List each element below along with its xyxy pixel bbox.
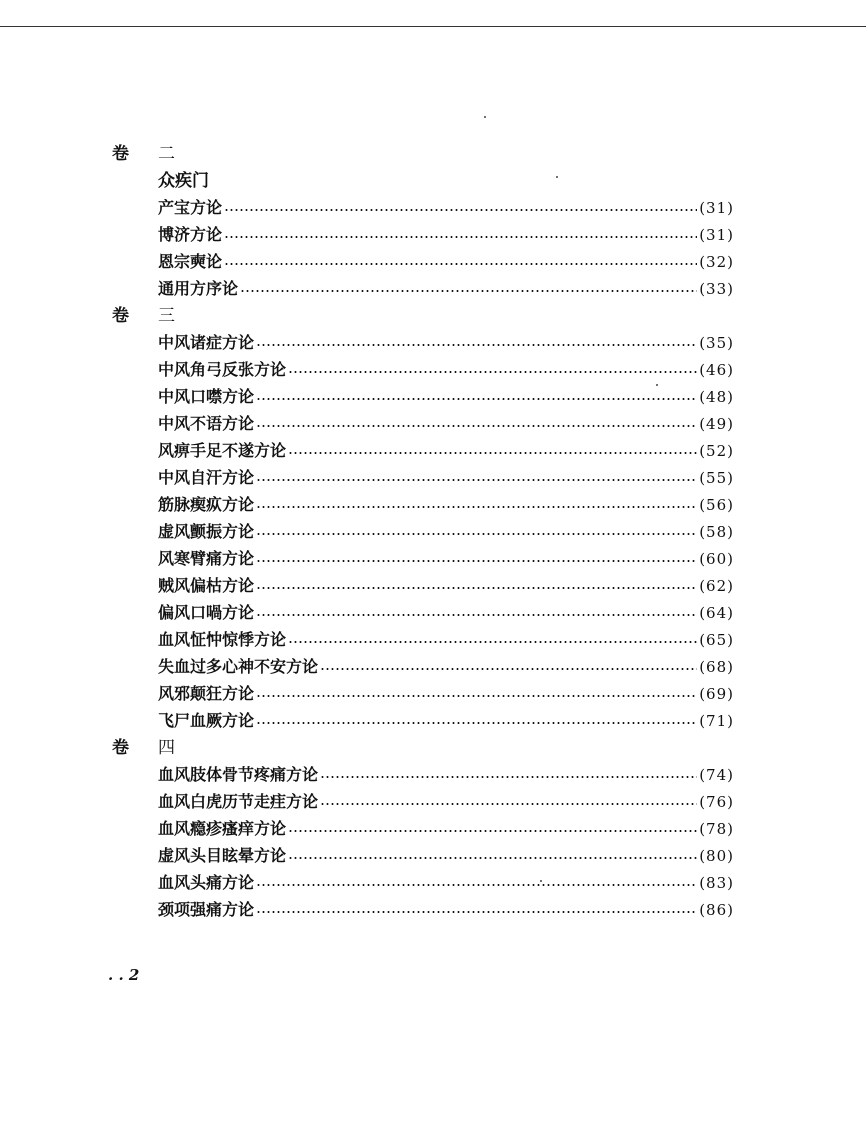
entry-page: (55) — [699, 469, 734, 487]
toc-entry[interactable] — [158, 277, 734, 301]
volume-heading — [112, 736, 175, 760]
dot-leader — [320, 776, 697, 778]
top-rule — [0, 26, 866, 27]
entry-page: (48) — [699, 388, 734, 406]
entry-page: (32) — [699, 253, 734, 271]
scan-speck — [556, 176, 558, 178]
dot-leader — [256, 560, 697, 562]
section-title: 众疾门 — [158, 171, 209, 191]
dot-leader — [240, 290, 697, 292]
entry-title: 颈项强痛方论 — [158, 900, 255, 919]
entry-page: (65) — [699, 631, 734, 649]
entry-title: 产宝方论 — [158, 198, 223, 217]
entry-title: 风寒臂痛方论 — [158, 549, 255, 568]
toc-entry[interactable] — [158, 871, 734, 895]
entry-page: (71) — [699, 712, 734, 730]
entry-title: 虚风头目眩晕方论 — [158, 846, 287, 865]
entry-page: (86) — [699, 901, 734, 919]
toc-entry[interactable] — [158, 790, 734, 814]
dot-leader — [288, 371, 697, 373]
dot-leader — [256, 479, 697, 481]
toc-entry[interactable] — [158, 655, 734, 679]
dot-leader — [256, 614, 697, 616]
toc-entry[interactable] — [158, 709, 734, 733]
scan-speck — [484, 116, 486, 118]
dot-leader — [256, 911, 697, 913]
dot-leader — [224, 209, 697, 211]
entry-page: (78) — [699, 820, 734, 838]
toc-entry[interactable] — [158, 385, 734, 409]
entry-title: 通用方序论 — [158, 279, 239, 298]
entry-title: 风邪颠狂方论 — [158, 684, 255, 703]
toc-entry[interactable] — [158, 358, 734, 382]
entry-page: (74) — [699, 766, 734, 784]
dot-leader — [288, 857, 697, 859]
entry-title: 虚风颤振方论 — [158, 522, 255, 541]
entry-title: 中风自汗方论 — [158, 468, 255, 487]
volume-number: 二 — [158, 144, 175, 164]
entry-page: (80) — [699, 847, 734, 865]
toc-entry[interactable] — [158, 547, 734, 571]
volume-number: 三 — [158, 306, 175, 326]
entry-page: (49) — [699, 415, 734, 433]
entry-page: (68) — [699, 658, 734, 676]
entry-page: (62) — [699, 577, 734, 595]
dot-leader — [256, 587, 697, 589]
entry-title: 失血过多心神不安方论 — [158, 657, 319, 676]
entry-title: 中风诸症方论 — [158, 333, 255, 352]
toc-entry[interactable] — [158, 574, 734, 598]
entry-page: (35) — [699, 334, 734, 352]
entry-title: 中风角弓反张方论 — [158, 360, 287, 379]
toc-entry[interactable] — [158, 439, 734, 463]
entry-page: (52) — [699, 442, 734, 460]
entry-title: 中风不语方论 — [158, 414, 255, 433]
toc-entry[interactable] — [158, 250, 734, 274]
entry-title: 恩宗奭论 — [158, 252, 223, 271]
entry-page: (56) — [699, 496, 734, 514]
entry-title: 风痹手足不遂方论 — [158, 441, 287, 460]
dot-leader — [224, 236, 697, 238]
entry-title: 中风口噤方论 — [158, 387, 255, 406]
toc-entry[interactable] — [158, 844, 734, 868]
entry-page: (46) — [699, 361, 734, 379]
dot-leader — [256, 344, 697, 346]
toc-entry[interactable] — [158, 898, 734, 922]
dot-leader — [224, 263, 697, 265]
dot-leader — [256, 884, 697, 886]
dot-leader — [256, 425, 697, 427]
entry-title: 贼风偏枯方论 — [158, 576, 255, 595]
entry-title: 血风头痛方论 — [158, 873, 255, 892]
entry-page: (64) — [699, 604, 734, 622]
toc-entry[interactable] — [158, 412, 734, 436]
entry-title: 博济方论 — [158, 225, 223, 244]
entry-title: 飞尸血厥方论 — [158, 711, 255, 730]
entry-page: (33) — [699, 280, 734, 298]
entry-page: (76) — [699, 793, 734, 811]
dot-leader — [288, 830, 697, 832]
dot-leader — [288, 641, 697, 643]
toc-entry[interactable] — [158, 493, 734, 517]
dot-leader — [320, 803, 697, 805]
entry-page: (31) — [699, 226, 734, 244]
entry-title: 血风瘾疹瘙痒方论 — [158, 819, 287, 838]
entry-page: (31) — [699, 199, 734, 217]
entry-title: 偏风口喎方论 — [158, 603, 255, 622]
dot-leader — [288, 452, 697, 454]
toc-entry[interactable] — [158, 682, 734, 706]
entry-page: (60) — [699, 550, 734, 568]
volume-label: 卷 — [112, 144, 129, 164]
dot-leader — [256, 506, 697, 508]
dot-leader — [256, 722, 697, 724]
volume-label: 卷 — [112, 306, 129, 326]
toc-entry[interactable] — [158, 817, 734, 841]
entry-title: 血风白虎历节走疰方论 — [158, 792, 319, 811]
entry-page: (69) — [699, 685, 734, 703]
entry-title: 血风肢体骨节疼痛方论 — [158, 765, 319, 784]
toc-entry[interactable] — [158, 520, 734, 544]
dot-leader — [256, 695, 697, 697]
toc-entry[interactable] — [158, 601, 734, 625]
volume-heading — [112, 304, 175, 328]
toc-entry[interactable] — [158, 223, 734, 247]
volume-heading — [112, 142, 175, 166]
toc-entry[interactable] — [158, 331, 734, 355]
dot-leader — [256, 398, 697, 400]
volume-label: 卷 — [112, 738, 129, 758]
toc-entry[interactable] — [158, 196, 734, 220]
entry-title: 血风怔忡惊悸方论 — [158, 630, 287, 649]
toc-entry[interactable] — [158, 763, 734, 787]
entry-page: (83) — [699, 874, 734, 892]
page-number: . . 2 — [108, 966, 140, 984]
volume-number: 四 — [158, 738, 175, 758]
toc-entry[interactable] — [158, 466, 734, 490]
dot-leader — [320, 668, 697, 670]
dot-leader — [256, 533, 697, 535]
entry-title: 筋脉瘈疭方论 — [158, 495, 255, 514]
toc-entry[interactable] — [158, 628, 734, 652]
entry-page: (58) — [699, 523, 734, 541]
